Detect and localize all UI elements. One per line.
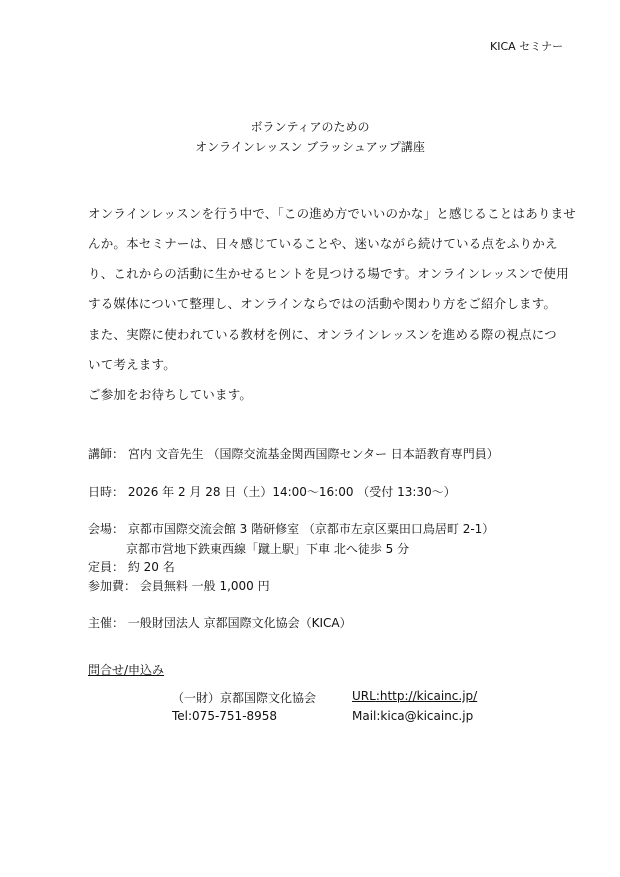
capacity: 定員： 約 20 名 [88, 560, 175, 574]
contact-url[interactable] [352, 689, 477, 703]
contact-tel: Tel:075-751-8958 [172, 709, 278, 723]
datetime: 日時： 2026 年 2 月 28 日（土）14:00～16:00 （受付 13:30～） [88, 485, 456, 499]
venue-line-1: 会場： 京都市国際交流会館 3 階研修室 （京都市左京区粟田口鳥居町 2-1） [88, 522, 495, 536]
body-line-3: り、これからの活動に生かせるヒントを見つける場です。オンラインレッスンで使用 [88, 266, 569, 281]
title-line-2: オンラインレッスン ブラッシュアップ講座 [195, 140, 425, 154]
organizer: 主催： 一般財団法人 京都国際文化協会（KICA） [88, 616, 352, 630]
lecturer: 講師： 宮内 文音先生 （国際交流基金関西国際センター 日本語教育専門員） [88, 447, 499, 461]
body-line-6: いて考えます。 [88, 357, 176, 372]
body-line-4: する媒体について整理し、オンラインならではの活動や関わり方をご紹介します。 [88, 296, 557, 311]
title-line-1: ボランティアのための [250, 120, 370, 134]
body-line-1: オンラインレッスンを行う中で、「この進め方でいいのかな」と感じることはありませ [88, 206, 576, 221]
fee: 参加費： 会員無料 一般 1,000 円 [88, 579, 270, 593]
url-label: URL [352, 689, 376, 703]
contact-heading: 問合せ/申込み [88, 663, 165, 677]
contact-mail[interactable]: Mail:kica@kicainc.jp [352, 709, 474, 723]
body-line-7: ご参加をお待ちしています。 [88, 387, 253, 402]
url-link[interactable]: :http://kicainc.jp/ [375, 689, 478, 703]
contact-org: （一財）京都国際文化協会 [172, 691, 317, 705]
body-line-5: また、実際に使われている教材を例に、オンラインレッスンを進める際の視点につ [88, 327, 557, 342]
venue-line-2: 京都市営地下鉄東西線「蹴上駅」下車 北へ徒歩 5 分 [126, 542, 410, 556]
body-line-2: んか。本セミナーは、日々感じていることや、迷いながら続けている点をふりかえ [88, 236, 558, 251]
header-tag: KICA セミナー [490, 40, 564, 53]
